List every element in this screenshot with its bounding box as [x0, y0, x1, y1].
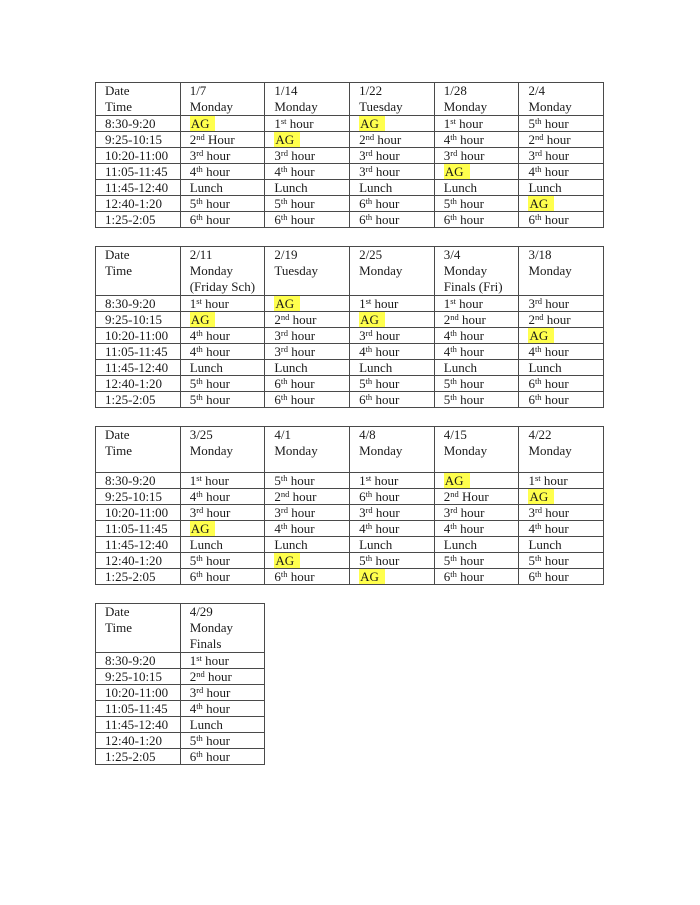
- time-cell: 12:40-1:20: [96, 733, 181, 749]
- schedule-row: [96, 685, 265, 701]
- time-cell: 1:25-2:05: [96, 749, 181, 765]
- hour-cell: 3rd hour: [350, 148, 435, 164]
- hour-cell: Lunch: [350, 537, 435, 553]
- header-line: Monday: [528, 263, 572, 278]
- time-cell: 9:25-10:15: [96, 132, 181, 148]
- hour-cell: 1st hour: [180, 473, 265, 489]
- header-line: Monday: [528, 443, 572, 458]
- hour-cell: 1st hour: [434, 116, 519, 132]
- column-header-4-15: [434, 427, 519, 473]
- header-line: 4/1: [274, 427, 291, 442]
- hour-cell: 5th hour: [519, 116, 604, 132]
- hour-cell: 3rd hour: [350, 328, 435, 344]
- time-cell: 10:20-11:00: [96, 148, 181, 164]
- ag-highlight: AG: [190, 116, 216, 131]
- hour-cell: Lunch: [180, 180, 265, 196]
- header-line: 1/22: [359, 83, 383, 98]
- hour-cell: 3rd hour: [434, 505, 519, 521]
- ag-highlight: AG: [528, 196, 554, 211]
- header-line: 2/25: [359, 247, 383, 262]
- hour-cell: 4th hour: [350, 344, 435, 360]
- hour-cell: 5th hour: [519, 553, 604, 569]
- header-line: Time: [105, 99, 132, 114]
- hour-cell: 6th hour: [519, 569, 604, 585]
- header-line: 2/11: [189, 247, 213, 262]
- corner-cell-date-time: [96, 83, 181, 116]
- time-cell: 10:20-11:00: [96, 505, 181, 521]
- time-cell: 8:30-9:20: [96, 296, 181, 312]
- time-cell: 9:25-10:15: [96, 669, 181, 685]
- header-line: Tuesday: [359, 99, 403, 114]
- header-line: Date: [105, 604, 130, 619]
- ag-highlight: AG: [190, 312, 216, 327]
- hour-cell: 2nd hour: [350, 132, 435, 148]
- header-line: 4/29: [189, 604, 213, 619]
- hour-cell: 6th hour: [265, 569, 350, 585]
- ag-highlight: AG: [274, 296, 300, 311]
- schedule-row: [96, 376, 604, 392]
- header-line: 3/4: [443, 247, 461, 262]
- ag-cell: [265, 553, 350, 569]
- header-line: 4/8: [359, 427, 376, 442]
- hour-cell: 6th hour: [434, 569, 519, 585]
- hour-cell: 4th hour: [265, 521, 350, 537]
- header-line: 1/7: [189, 83, 207, 98]
- hour-cell: 4th hour: [434, 132, 519, 148]
- column-header-4-22: [519, 427, 604, 473]
- ag-cell: [180, 116, 265, 132]
- hour-cell: 2nd hour: [519, 132, 604, 148]
- column-header-2-4: [519, 83, 604, 116]
- hour-cell: 1st hour: [350, 473, 435, 489]
- ag-cell: [434, 164, 519, 180]
- hour-cell: Lunch: [265, 537, 350, 553]
- header-line: Monday: [359, 263, 403, 278]
- hour-cell: 4th hour: [434, 328, 519, 344]
- hour-cell: 5th hour: [350, 376, 435, 392]
- header-line: Monday: [189, 620, 234, 635]
- header-line: Monday: [359, 443, 403, 458]
- header-line: Date: [105, 427, 130, 442]
- hour-cell: 6th hour: [180, 749, 265, 765]
- hour-cell: 3rd hour: [519, 296, 604, 312]
- header-line: Finals (Fri): [443, 279, 503, 294]
- hour-cell: 5th hour: [434, 553, 519, 569]
- time-cell: 10:20-11:00: [96, 685, 181, 701]
- time-cell: 11:05-11:45: [96, 344, 181, 360]
- ag-cell: [350, 312, 435, 328]
- time-cell: 11:45-12:40: [96, 360, 181, 376]
- ag-cell: [350, 116, 435, 132]
- hour-cell: Lunch: [180, 717, 265, 733]
- column-header-1-14: [265, 83, 350, 116]
- hour-cell: 6th hour: [180, 569, 265, 585]
- hour-cell: 2nd hour: [180, 669, 265, 685]
- hour-cell: 5th hour: [350, 553, 435, 569]
- ag-highlight: AG: [359, 569, 385, 584]
- time-cell: 12:40-1:20: [96, 553, 181, 569]
- hour-cell: 6th hour: [350, 212, 435, 228]
- schedule-tables-container: [95, 82, 604, 783]
- hour-cell: 5th hour: [180, 553, 265, 569]
- ag-cell: [519, 196, 604, 212]
- column-header-3-25: [180, 427, 265, 473]
- hour-cell: 5th hour: [180, 196, 265, 212]
- hour-cell: 2nd Hour: [180, 132, 265, 148]
- hour-cell: 5th hour: [434, 392, 519, 408]
- header-line: 4/22: [528, 427, 552, 442]
- time-cell: 9:25-10:15: [96, 312, 181, 328]
- column-header-3-4: [434, 247, 519, 296]
- hour-cell: 4th hour: [519, 521, 604, 537]
- header-line: 3/25: [189, 427, 213, 442]
- header-line: 1/14: [274, 83, 298, 98]
- header-line: Monday: [274, 99, 318, 114]
- schedule-row: [96, 701, 265, 717]
- schedule-row: [96, 212, 604, 228]
- time-cell: 9:25-10:15: [96, 489, 181, 505]
- ag-highlight: AG: [190, 521, 216, 536]
- column-header-2-25: [350, 247, 435, 296]
- ag-cell: [350, 569, 435, 585]
- time-cell: 8:30-9:20: [96, 653, 181, 669]
- schedule-row: [96, 669, 265, 685]
- schedule-row: [96, 717, 265, 733]
- schedule-row: [96, 489, 604, 505]
- header-line: Monday: [528, 99, 572, 114]
- hour-cell: 4th hour: [434, 521, 519, 537]
- header-line: Time: [105, 620, 132, 635]
- header-row: [96, 83, 604, 116]
- hour-cell: 6th hour: [350, 196, 435, 212]
- ag-highlight: AG: [444, 473, 470, 488]
- hour-cell: 6th hour: [519, 376, 604, 392]
- time-cell: 1:25-2:05: [96, 212, 181, 228]
- header-row: [96, 427, 604, 473]
- time-cell: 11:05-11:45: [96, 164, 181, 180]
- schedule-row: [96, 521, 604, 537]
- schedule-row: [96, 569, 604, 585]
- hour-cell: 3rd hour: [350, 505, 435, 521]
- time-cell: 12:40-1:20: [96, 196, 181, 212]
- hour-cell: 4th hour: [434, 344, 519, 360]
- column-header-2-11: [180, 247, 265, 296]
- schedule-row: [96, 505, 604, 521]
- schedule-row: [96, 553, 604, 569]
- hour-cell: Lunch: [265, 180, 350, 196]
- hour-cell: 1st hour: [434, 296, 519, 312]
- hour-cell: 3rd hour: [434, 148, 519, 164]
- column-header-1-28: [434, 83, 519, 116]
- hour-cell: 4th hour: [265, 164, 350, 180]
- hour-cell: 1st hour: [265, 116, 350, 132]
- header-line: Monday: [189, 263, 234, 278]
- time-cell: 11:45-12:40: [96, 537, 181, 553]
- ag-highlight: AG: [528, 328, 554, 343]
- schedule-row: [96, 116, 604, 132]
- hour-cell: 1st hour: [180, 296, 265, 312]
- schedule-row: [96, 180, 604, 196]
- column-header-3-18: [519, 247, 604, 296]
- column-header-4-8: [350, 427, 435, 473]
- schedule-row: [96, 749, 265, 765]
- hour-cell: 6th hour: [350, 489, 435, 505]
- hour-cell: 2nd hour: [519, 312, 604, 328]
- hour-cell: 6th hour: [265, 212, 350, 228]
- schedule-row: [96, 328, 604, 344]
- header-line: Monday: [189, 99, 234, 114]
- hour-cell: Lunch: [180, 360, 265, 376]
- column-header-4-1: [265, 427, 350, 473]
- hour-cell: Lunch: [265, 360, 350, 376]
- hour-cell: 5th hour: [180, 376, 265, 392]
- header-line: Finals: [189, 636, 222, 651]
- hour-cell: 3rd hour: [180, 685, 265, 701]
- schedule-row: [96, 196, 604, 212]
- hour-cell: 3rd hour: [519, 148, 604, 164]
- header-line: Monday: [189, 443, 234, 458]
- schedule-row: [96, 360, 604, 376]
- ag-highlight: AG: [359, 312, 385, 327]
- header-line: Date: [105, 247, 130, 262]
- hour-cell: 6th hour: [265, 392, 350, 408]
- time-cell: 11:05-11:45: [96, 521, 181, 537]
- hour-cell: Lunch: [434, 537, 519, 553]
- column-header-1-22: [350, 83, 435, 116]
- hour-cell: 3rd hour: [265, 328, 350, 344]
- corner-cell-date-time: [96, 427, 181, 473]
- corner-cell-date-time: [96, 247, 181, 296]
- hour-cell: 5th hour: [180, 392, 265, 408]
- hour-cell: 5th hour: [265, 473, 350, 489]
- hour-cell: 6th hour: [519, 212, 604, 228]
- ag-cell: [180, 521, 265, 537]
- time-cell: 11:45-12:40: [96, 717, 181, 733]
- schedule-row: [96, 653, 265, 669]
- ag-cell: [180, 312, 265, 328]
- hour-cell: 6th hour: [519, 392, 604, 408]
- time-cell: 12:40-1:20: [96, 376, 181, 392]
- hour-cell: 3rd hour: [350, 164, 435, 180]
- time-cell: 11:45-12:40: [96, 180, 181, 196]
- ag-cell: [519, 328, 604, 344]
- hour-cell: Lunch: [519, 360, 604, 376]
- hour-cell: Lunch: [434, 180, 519, 196]
- schedule-row: [96, 344, 604, 360]
- hour-cell: 4th hour: [180, 701, 265, 717]
- hour-cell: 5th hour: [434, 376, 519, 392]
- schedule-table-4: [95, 603, 265, 765]
- hour-cell: Lunch: [519, 537, 604, 553]
- column-header-2-19: [265, 247, 350, 296]
- time-cell: 8:30-9:20: [96, 473, 181, 489]
- schedule-row: [96, 473, 604, 489]
- hour-cell: Lunch: [350, 360, 435, 376]
- hour-cell: 4th hour: [180, 489, 265, 505]
- hour-cell: 4th hour: [519, 164, 604, 180]
- ag-highlight: AG: [444, 164, 470, 179]
- time-cell: 8:30-9:20: [96, 116, 181, 132]
- hour-cell: 1st hour: [519, 473, 604, 489]
- hour-cell: 4th hour: [350, 521, 435, 537]
- schedule-table-2: [95, 246, 604, 408]
- header-line: 1/28: [443, 83, 467, 98]
- header-line: 4/15: [443, 427, 467, 442]
- ag-cell: [265, 132, 350, 148]
- hour-cell: 3rd hour: [180, 148, 265, 164]
- column-header-1-7: [180, 83, 265, 116]
- schedule-row: [96, 132, 604, 148]
- hour-cell: Lunch: [350, 180, 435, 196]
- hour-cell: 2nd Hour: [434, 489, 519, 505]
- hour-cell: 4th hour: [180, 344, 265, 360]
- hour-cell: 4th hour: [180, 328, 265, 344]
- hour-cell: 2nd hour: [434, 312, 519, 328]
- hour-cell: 3rd hour: [180, 505, 265, 521]
- hour-cell: 3rd hour: [265, 148, 350, 164]
- ag-highlight: AG: [274, 132, 300, 147]
- hour-cell: 3rd hour: [265, 344, 350, 360]
- header-line: Monday: [274, 443, 318, 458]
- schedule-row: [96, 537, 604, 553]
- hour-cell: 1st hour: [180, 653, 265, 669]
- corner-cell-date-time: [96, 604, 181, 653]
- hour-cell: 4th hour: [519, 344, 604, 360]
- header-line: Monday: [443, 263, 488, 278]
- time-cell: 1:25-2:05: [96, 392, 181, 408]
- schedule-table-1: [95, 82, 604, 228]
- header-line: Time: [105, 443, 132, 458]
- header-line: 2/4: [528, 83, 546, 98]
- hour-cell: 6th hour: [434, 212, 519, 228]
- header-row: [96, 247, 604, 296]
- schedule-row: [96, 312, 604, 328]
- hour-cell: 5th hour: [180, 733, 265, 749]
- header-line: Date: [105, 83, 130, 98]
- ag-cell: [519, 489, 604, 505]
- time-cell: 11:05-11:45: [96, 701, 181, 717]
- hour-cell: 6th hour: [265, 376, 350, 392]
- hour-cell: 6th hour: [350, 392, 435, 408]
- schedule-row: [96, 164, 604, 180]
- hour-cell: Lunch: [180, 537, 265, 553]
- ag-cell: [265, 296, 350, 312]
- hour-cell: 5th hour: [265, 196, 350, 212]
- hour-cell: 2nd hour: [265, 489, 350, 505]
- hour-cell: 4th hour: [180, 164, 265, 180]
- hour-cell: 1st hour: [350, 296, 435, 312]
- schedule-table-3: [95, 426, 604, 585]
- hour-cell: 6th hour: [180, 212, 265, 228]
- schedule-row: [96, 392, 604, 408]
- ag-cell: [434, 473, 519, 489]
- hour-cell: Lunch: [434, 360, 519, 376]
- column-header-4-29: [180, 604, 265, 653]
- hour-cell: Lunch: [519, 180, 604, 196]
- header-line: Monday: [443, 443, 488, 458]
- header-line: Time: [105, 263, 132, 278]
- header-line: Monday: [443, 99, 488, 114]
- header-line: Tuesday: [274, 263, 318, 278]
- time-cell: 1:25-2:05: [96, 569, 181, 585]
- schedule-row: [96, 733, 265, 749]
- hour-cell: 5th hour: [434, 196, 519, 212]
- hour-cell: 2nd hour: [265, 312, 350, 328]
- ag-highlight: AG: [359, 116, 385, 131]
- time-cell: 10:20-11:00: [96, 328, 181, 344]
- header-line: (Friday Sch): [189, 279, 256, 294]
- header-row: [96, 604, 265, 653]
- header-line: 2/19: [274, 247, 298, 262]
- hour-cell: 3rd hour: [265, 505, 350, 521]
- ag-highlight: AG: [274, 553, 300, 568]
- schedule-row: [96, 148, 604, 164]
- hour-cell: 3rd hour: [519, 505, 604, 521]
- header-line: 3/18: [528, 247, 552, 262]
- schedule-row: [96, 296, 604, 312]
- ag-highlight: AG: [528, 489, 554, 504]
